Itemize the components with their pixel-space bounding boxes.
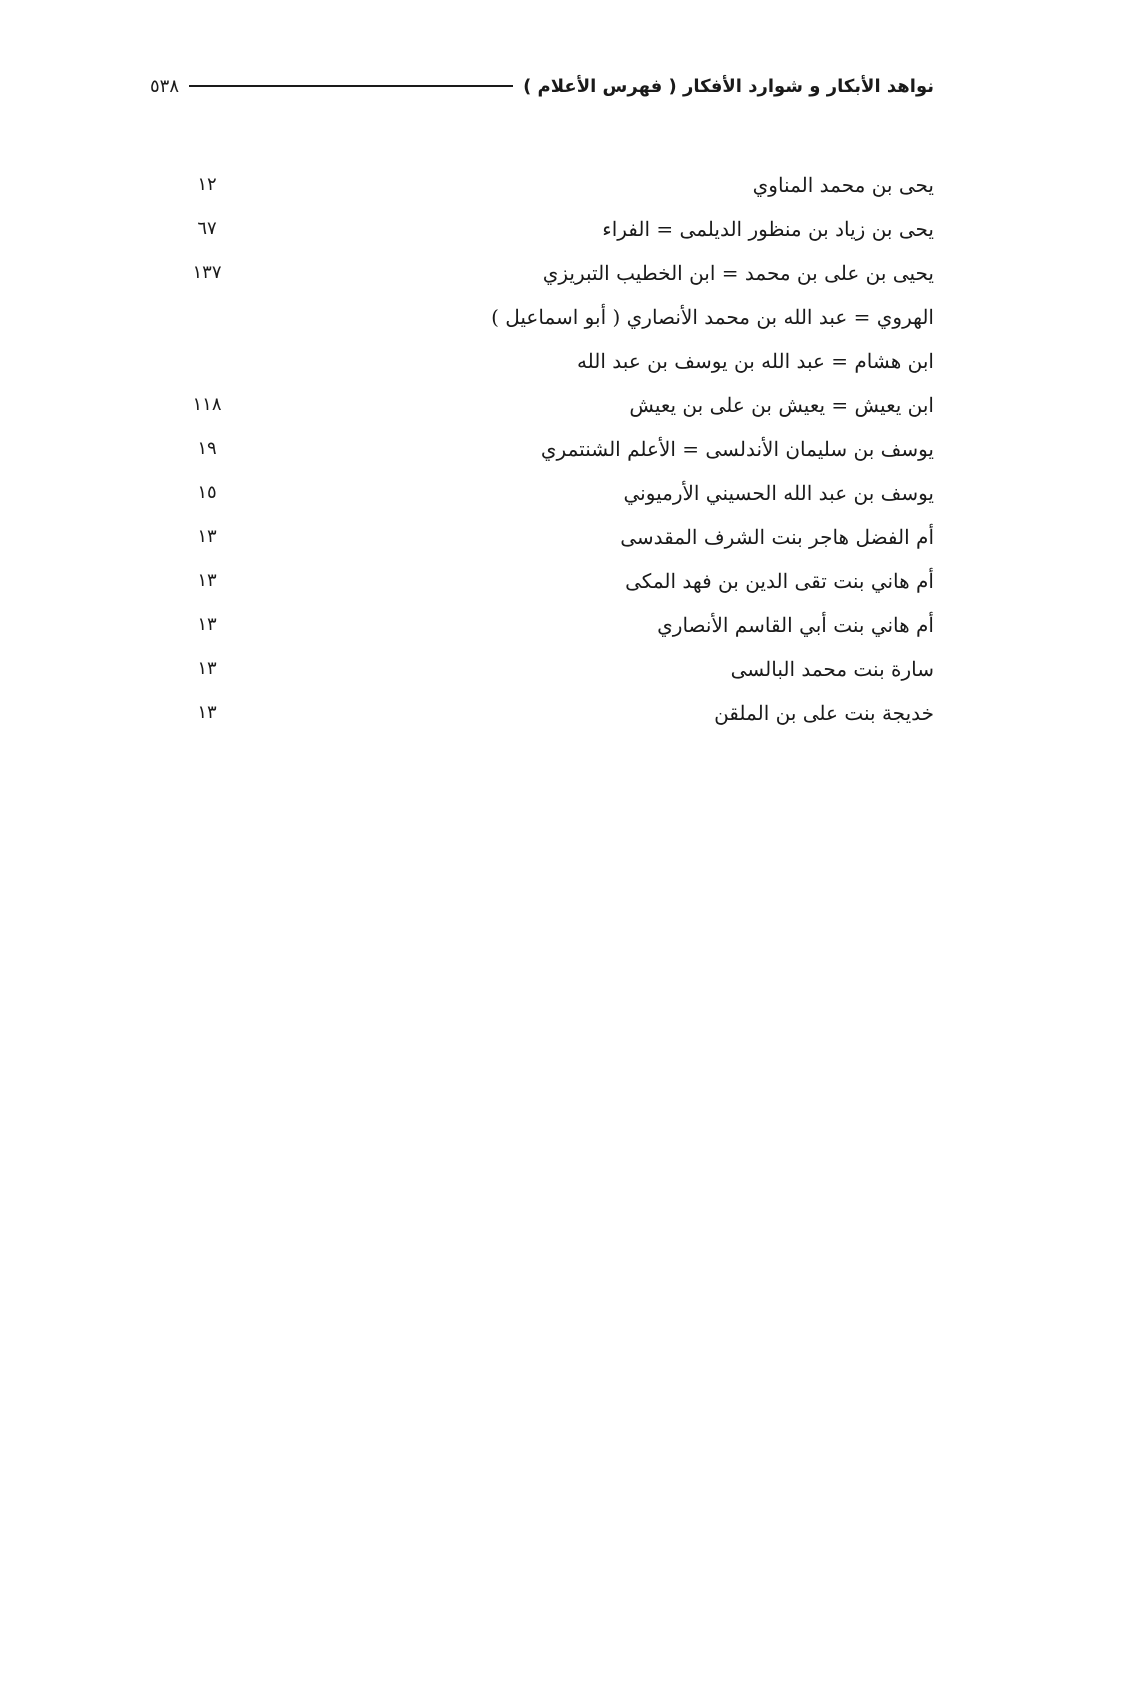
page-number: ٥٣٨ bbox=[150, 75, 180, 97]
entry-name: يحيى بن على بن محمد = ابن الخطيب التبريزي bbox=[542, 261, 934, 285]
entry-name: أم الفضل هاجر بنت الشرف المقدسى bbox=[620, 525, 934, 549]
entry-page-ref: ١٣ bbox=[197, 658, 217, 679]
entry-page-ref: ١٩ bbox=[197, 438, 217, 459]
entry-page-ref: ١٥ bbox=[197, 482, 217, 503]
entry-page-ref: ١١٨ bbox=[192, 394, 222, 415]
index-entry bbox=[150, 251, 934, 295]
index-entry bbox=[150, 427, 934, 471]
index-entry bbox=[150, 515, 934, 559]
running-title: نواهد الأبكار و شوارد الأفكار ( فهرس الأعلام ) bbox=[523, 75, 934, 97]
index-entry bbox=[150, 691, 934, 735]
index-entry bbox=[150, 295, 934, 339]
entry-name: خديجة بنت على بن الملقن bbox=[714, 701, 934, 725]
entry-page-ref: ١٣ bbox=[197, 702, 217, 723]
index-entry bbox=[150, 339, 934, 383]
index-entry bbox=[150, 471, 934, 515]
entry-name: يوسف بن سليمان الأندلسى = الأعلم الشنتمري bbox=[540, 437, 934, 461]
entry-page-ref: ٦٧ bbox=[197, 218, 217, 239]
entry-name: الهروي = عبد الله بن محمد الأنصاري ( أبو اسماعيل ) bbox=[491, 305, 934, 329]
entry-name: ابن يعيش = يعيش بن على بن يعيش bbox=[629, 393, 934, 417]
entry-name: يحى بن محمد المناوي bbox=[752, 173, 934, 197]
entry-name: أم هاني بنت أبي القاسم الأنصاري bbox=[657, 613, 934, 637]
page-header bbox=[150, 66, 934, 106]
index-entry bbox=[150, 559, 934, 603]
index-entry bbox=[150, 647, 934, 691]
entry-page-ref: ١٣ bbox=[197, 526, 217, 547]
index-entry bbox=[150, 163, 934, 207]
entry-name: سارة بنت محمد البالسى bbox=[730, 657, 934, 681]
index-entry bbox=[150, 207, 934, 251]
index-list bbox=[150, 163, 934, 735]
index-entry bbox=[150, 603, 934, 647]
entry-name: ابن هشام = عبد الله بن يوسف بن عبد الله bbox=[576, 349, 934, 373]
entry-name: يحى بن زياد بن منظور الديلمى = الفراء bbox=[602, 217, 934, 241]
entry-page-ref: ١٣ bbox=[197, 614, 217, 635]
header-rule bbox=[189, 85, 513, 87]
entry-page-ref: ١٢ bbox=[197, 174, 217, 195]
entry-name: أم هاني بنت تقى الدين بن فهد المكى bbox=[625, 569, 934, 593]
entry-page-ref: ١٣٧ bbox=[192, 262, 222, 283]
index-entry bbox=[150, 383, 934, 427]
entry-name: يوسف بن عبد الله الحسيني الأرميوني bbox=[623, 481, 934, 505]
entry-page-ref: ١٣ bbox=[197, 570, 217, 591]
